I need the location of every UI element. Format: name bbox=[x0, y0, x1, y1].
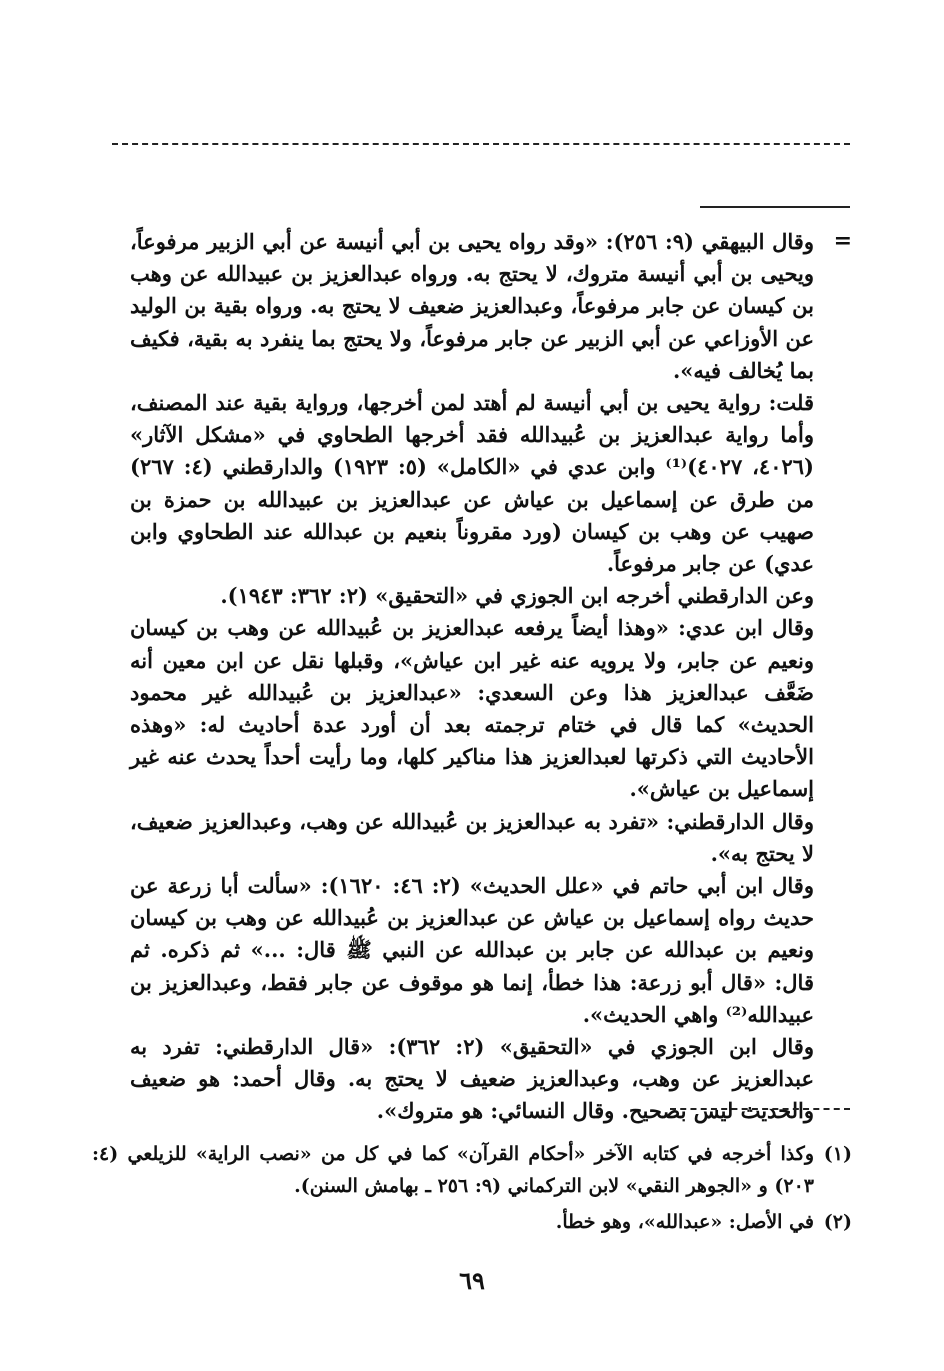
header-divider bbox=[112, 143, 850, 145]
footnotes bbox=[92, 1138, 852, 1242]
paragraph: وقال ابن عدي: «وهذا أيضاً يرفعه عبدالعزيز بن عُبيدالله عن وهب بن كيسان ونعيم عن جابر، ولا يرويه عنه غير ابن عياش»، وقبلها نقل عن ابن معين أنه ضَعَّف عبدالعزيز هذا وعن السعدي: «عبدالعزيز بن عُبيدالله غير محمود الحديث» كما قال في ختام ترجمته بعد أن أورد عدة أحاديث له: «وهذه الأحاديث التي ذكرتها لعبدالعزيز هذا مناكير كلها، وما رأيت أحداً يحدث عنه غير إسماعيل بن عياش». bbox=[130, 615, 814, 802]
paragraph: وقال البيهقي (٩: ٢٥٦): «وقد رواه يحيى بن أبي أنيسة عن أبي الزبير مرفوعاً، ويحيى بن أبي أنيسة متروك، لا يحتج به. ورواه عبدالعزيز بن عبيدالله عن وهب بن كيسان عن جابر مرفوعاً، وعبدالعزيز ضعيف لا يحتج به. ورواه بقية بن الوليد عن الأوزاعي عن أبي الزبير عن جابر مرفوعاً، ولا يحتج بما ينفرد به بقية، فكيف بما يُخالف فيه». bbox=[130, 229, 814, 383]
paragraph: وقال الدارقطني: «تفرد به عبدالعزيز بن عُبيدالله عن وهب، وعبدالعزيز ضعيف، لا يحتج به». bbox=[130, 808, 814, 866]
paragraph: وقال ابن أبي حاتم في «علل الحديث» (٢: ٤٦: ١٦٢٠): «سألت أبا زرعة عن حديث رواه إسماعيل بن عياش عن عبدالعزيز بن عُبيدالله عن وهب بن كيسان ونعيم بن عبدالله عن جابر بن عبدالله عن النبي ﷺ قال: ...» ثم ذكره. ثم قال: «قال أبو زرعة: هذا خطأ، إنما هو موقوف عن جابر فقط، وعبدالعزيز بن عبيدالله⁽²⁾ واهي الحديث». bbox=[130, 873, 814, 1027]
main-text bbox=[130, 226, 814, 1128]
footnote bbox=[92, 1206, 852, 1238]
footnote-text: وكذا أخرجه في كتابه الآخر «أحكام القرآن» كما في كل من «نصب الراية» للزيلعي (٤: ٢٠٣) و «الجوهر النقي» لابن التركماني (٩: ٢٥٦ ـ بهامش السنن). bbox=[92, 1143, 814, 1197]
footnote-number: (٢) bbox=[823, 1211, 852, 1233]
paragraph: وعن الدارقطني أخرجه ابن الجوزي في «التحقيق» (٢: ٣٦٢: ١٩٤٣). bbox=[220, 583, 814, 609]
footnote-number: (١) bbox=[823, 1143, 852, 1165]
footnote-text: في الأصل: «عبدالله»، وهو خطأ. bbox=[555, 1211, 814, 1233]
paragraph: قلت: رواية يحيى بن أبي أنيسة لم أهتد لمن أخرجها، ورواية بقية عند المصنف، وأما رواية عبدالعزيز بن عُبيدالله فقد أخرجها الطحاوي في «مشكل الآثار» (٤٠٢٦، ٤٠٢٧)⁽¹⁾ وابن عدي في «الكامل» (٥: ١٩٢٣) والدارقطني (٤: ٢٦٧) من طرق عن إسماعيل بن عياش عن عبدالعزيز بن عبيدالله بن حمزة بن صهيب عن وهب بن كيسان (ورد مقروناً بنعيم بن عبدالله عند الطحاوي وابن عدي) عن جابر مرفوعاً. bbox=[130, 390, 814, 577]
paragraph: وقال ابن الجوزي في «التحقيق» (٢: ٣٦٢): «قال الدارقطني: تفرد به عبدالعزيز عن وهب، وعبدالعزيز ضعيف لا يحتج به. وقال أحمد: هو ضعيف والحديث ليس بصحيح. وقال النسائي: هو متروك». bbox=[130, 1034, 814, 1124]
continuation-mark: = bbox=[833, 228, 852, 254]
footnote-divider bbox=[670, 1108, 850, 1110]
footnote bbox=[92, 1138, 852, 1202]
page-number: ٦٩ bbox=[459, 1266, 485, 1295]
section-rule bbox=[700, 206, 850, 208]
